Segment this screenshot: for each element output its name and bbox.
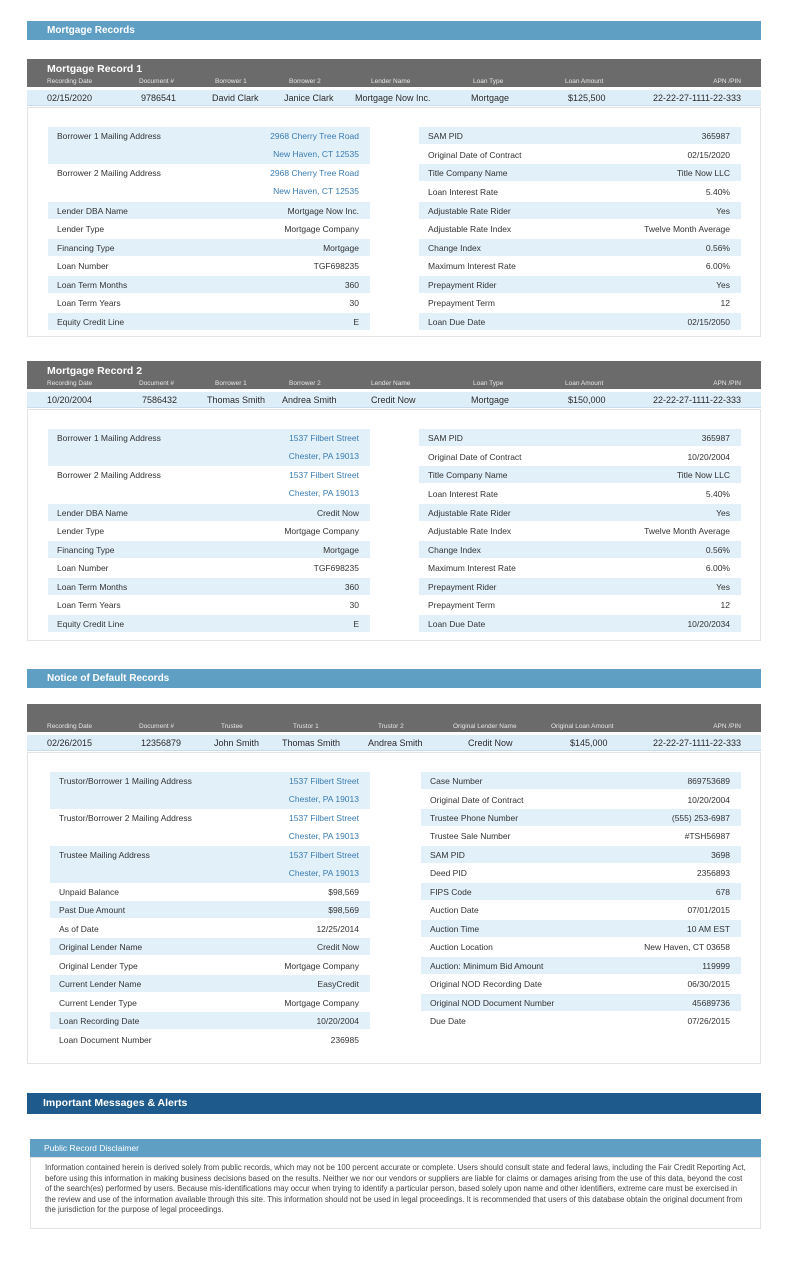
field-value: 236985 — [330, 1035, 359, 1045]
address-line-1: 1537 Filbert Street — [289, 776, 359, 786]
col-trustor-1: Trustor 1 — [293, 723, 319, 730]
field-label: Loan Document Number — [59, 1035, 152, 1045]
field-value: 5.40% — [705, 489, 730, 499]
field-value: Mortgage — [323, 243, 359, 253]
col-borrower-1: Borrower 1 — [215, 78, 247, 85]
field-label: Loan Due Date — [428, 317, 486, 327]
field-row — [50, 938, 370, 955]
field-value: 0.56% — [705, 545, 730, 555]
field-value: 5.40% — [705, 187, 730, 197]
field-label: Loan Interest Rate — [428, 187, 498, 197]
field-value: Credit Now — [316, 508, 359, 518]
field-value: 119999 — [702, 961, 730, 971]
col-loan-amount: Loan Amount — [565, 380, 604, 387]
field-label: Due Date — [430, 1016, 466, 1026]
disclaimer-text: Information contained herein is derived solely from public records, which may not be 100 percent accurate or complete. Users should consult state and federal laws, including the Fair Credit Reporting Act, before using this information in making business decisions based on the results. Neither we nor our vendors or suppliers are liable for claims or damages arising from the use of this data, beyond the cost of the search(es) performed by users. Because mis-identifications may occur when trying to identify a particular person, based solely upon name and other identifiers, extreme care must be exercised in the review and use of the information available through this site. This information should not be used in legal proceedings. It is recommended that users of this database obtain the original document from the jurisdiction for the purpose of legal proceedings. — [30, 1157, 761, 1229]
cell: 22-22-27-1111-22-333 — [652, 395, 741, 405]
field-row — [421, 901, 741, 918]
field-row — [48, 276, 370, 293]
cell: 22-22-27-1111-22-333 — [652, 738, 741, 748]
cell: Thomas Smith — [207, 395, 266, 405]
field-label: FIPS Code — [430, 887, 472, 897]
field-row — [419, 522, 741, 539]
field-row — [48, 257, 370, 274]
trustor-2-address — [50, 809, 370, 846]
field-row — [419, 485, 741, 502]
field-label: Prepayment Term — [428, 298, 495, 308]
field-row — [421, 827, 741, 844]
field-label: Loan Number — [57, 563, 109, 573]
field-value: $98,569 — [328, 905, 359, 915]
field-value: 10/20/2004 — [687, 795, 730, 805]
field-row — [50, 957, 370, 974]
field-row — [419, 559, 741, 576]
field-value: Twelve Month Average — [644, 224, 730, 234]
address-line-1: 1537 Filbert Street — [289, 850, 359, 860]
field-value: E — [353, 317, 359, 327]
cell: 7586432 — [142, 395, 178, 405]
field-label: Title Company Name — [428, 470, 508, 480]
field-value: #TSH56987 — [684, 831, 730, 841]
field-value: Yes — [716, 206, 730, 216]
cell: John Smith — [214, 738, 260, 748]
field-value: Yes — [716, 508, 730, 518]
field-label: SAM PID — [428, 433, 463, 443]
field-label: SAM PID — [428, 131, 463, 141]
field-label: As of Date — [59, 924, 99, 934]
field-row — [48, 596, 370, 613]
col-trustor-2: Trustor 2 — [378, 723, 404, 730]
field-value: 6.00% — [705, 563, 730, 573]
col-recording-date: Recording Date — [47, 380, 93, 387]
nod-summary-row — [27, 735, 761, 751]
field-value: 360 — [344, 582, 359, 592]
col-apn: APN /PIN — [713, 380, 741, 387]
field-label: Original Lender Type — [59, 961, 138, 971]
column-headers — [27, 723, 761, 732]
col-recording-date: Recording Date — [47, 78, 93, 85]
field-row — [419, 294, 741, 311]
disclaimer-title: Public Record Disclaimer — [30, 1139, 761, 1157]
field-row — [421, 772, 741, 789]
field-row — [50, 994, 370, 1011]
field-row — [48, 313, 370, 330]
address-line-1: 2968 Cherry Tree Road — [270, 131, 359, 141]
field-label: Current Lender Name — [59, 979, 142, 989]
field-label: Equity Credit Line — [57, 619, 125, 629]
field-value: 869753689 — [687, 776, 730, 786]
cell: David Clark — [212, 93, 259, 103]
field-label: Adjustable Rate Index — [428, 224, 512, 234]
field-value: Credit Now — [316, 942, 359, 952]
field-label: Lender DBA Name — [57, 206, 128, 216]
field-row — [50, 901, 370, 918]
field-value: 12 — [720, 298, 730, 308]
col-document: Document # — [139, 723, 175, 730]
field-label: Loan Term Months — [57, 582, 128, 592]
field-label: Original Lender Name — [59, 942, 143, 952]
field-value: 02/15/2020 — [687, 150, 730, 160]
field-row — [419, 615, 741, 632]
field-label: Loan Interest Rate — [428, 489, 498, 499]
field-value: Yes — [716, 280, 730, 290]
col-loan-amount: Loan Amount — [565, 78, 604, 85]
col-loan-type: Loan Type — [473, 380, 504, 387]
field-value: Mortgage Company — [284, 224, 359, 234]
field-row — [419, 257, 741, 274]
field-value: 02/15/2050 — [687, 317, 730, 327]
field-value: Mortgage Company — [284, 961, 359, 971]
field-row — [419, 183, 741, 200]
field-row — [421, 957, 741, 974]
address-line-2: New Haven, CT 12535 — [273, 186, 359, 196]
cell: $125,500 — [568, 93, 606, 103]
address-line-1: 1537 Filbert Street — [289, 433, 359, 443]
field-row — [50, 1031, 370, 1048]
field-row — [419, 466, 741, 483]
field-label: Borrower 2 Mailing Address — [57, 168, 161, 178]
field-value: Mortgage Company — [284, 526, 359, 536]
col-borrower-2: Borrower 2 — [289, 380, 321, 387]
record-summary-row — [27, 392, 761, 408]
field-value: 365987 — [701, 433, 730, 443]
field-label: Loan Due Date — [428, 619, 486, 629]
field-label: Adjustable Rate Rider — [428, 508, 511, 518]
field-row — [419, 541, 741, 558]
field-value: 10 AM EST — [687, 924, 730, 934]
field-row — [419, 578, 741, 595]
col-loan-type: Loan Type — [473, 78, 504, 85]
field-label: Borrower 1 Mailing Address — [57, 131, 161, 141]
record-title: Mortgage Record 2 — [47, 365, 143, 377]
borrower-1-address — [48, 127, 370, 164]
field-row — [419, 202, 741, 219]
field-row — [50, 975, 370, 992]
record-title: Mortgage Record 1 — [47, 63, 143, 75]
field-label: Change Index — [428, 243, 481, 253]
field-label: Prepayment Term — [428, 600, 495, 610]
field-label: Original NOD Document Number — [430, 998, 555, 1008]
field-label: Maximum Interest Rate — [428, 563, 516, 573]
cell: 12356879 — [141, 738, 182, 748]
field-row — [48, 239, 370, 256]
cell: $145,000 — [570, 738, 608, 748]
record-detail-panel — [27, 107, 761, 337]
field-row — [48, 615, 370, 632]
field-row — [419, 313, 741, 330]
section-mortgage-records: Mortgage Records — [27, 21, 761, 40]
field-value: 6.00% — [705, 261, 730, 271]
field-row — [419, 504, 741, 521]
field-label: Trustor/Borrower 1 Mailing Address — [59, 776, 192, 786]
field-value: 10/20/2004 — [316, 1016, 359, 1026]
nod-detail-panel — [27, 752, 761, 1064]
col-lender-name: Lender Name — [371, 78, 411, 85]
field-label: Trustee Phone Number — [430, 813, 519, 823]
cell: Mortgage — [471, 93, 510, 103]
field-row — [419, 276, 741, 293]
trustee-address — [50, 846, 370, 883]
field-label: Past Due Amount — [59, 905, 126, 915]
field-value: TGF698235 — [313, 261, 359, 271]
address-line-2: Chester, PA 19013 — [288, 868, 359, 878]
cell: $150,000 — [568, 395, 606, 405]
field-value: 30 — [349, 298, 359, 308]
field-row — [421, 846, 741, 863]
field-row — [419, 596, 741, 613]
col-recording-date: Recording Date — [47, 723, 93, 730]
field-row — [421, 1012, 741, 1029]
borrower-1-address — [48, 429, 370, 466]
cell: Andrea Smith — [368, 738, 423, 748]
field-row — [421, 975, 741, 992]
record-detail-panel — [27, 409, 761, 641]
address-line-1: 2968 Cherry Tree Road — [270, 168, 359, 178]
field-label: Prepayment Rider — [428, 280, 497, 290]
field-row — [48, 220, 370, 237]
col-borrower-1: Borrower 1 — [215, 380, 247, 387]
field-row — [419, 239, 741, 256]
field-value: 365987 — [701, 131, 730, 141]
col-apn: APN /PIN — [713, 78, 741, 85]
field-value: (555) 253-6987 — [671, 813, 730, 823]
borrower-2-address — [48, 466, 370, 503]
field-value: Mortgage Now Inc. — [287, 206, 359, 216]
field-value: Twelve Month Average — [644, 526, 730, 536]
field-label: Deed PID — [430, 868, 467, 878]
col-original-lender: Original Lender Name — [453, 723, 517, 730]
field-value: Title Now LLC — [676, 470, 730, 480]
cell: 22-22-27-1111-22-333 — [652, 93, 741, 103]
nod-header — [27, 704, 761, 732]
field-row — [421, 883, 741, 900]
field-label: Trustee Mailing Address — [59, 850, 150, 860]
column-headers — [27, 380, 761, 389]
field-value: Mortgage — [323, 545, 359, 555]
field-value: $98,569 — [328, 887, 359, 897]
field-label: Loan Term Months — [57, 280, 128, 290]
col-document: Document # — [139, 78, 175, 85]
record-summary-row — [27, 90, 761, 106]
field-value: New Haven, CT 03658 — [644, 942, 730, 952]
field-value: 12/25/2014 — [316, 924, 359, 934]
cell: 02/26/2015 — [47, 738, 93, 748]
field-label: Equity Credit Line — [57, 317, 125, 327]
field-label: Financing Type — [57, 243, 115, 253]
address-line-2: Chester, PA 19013 — [288, 488, 359, 498]
field-label: SAM PID — [430, 850, 465, 860]
field-row — [421, 809, 741, 826]
field-label: Unpaid Balance — [59, 887, 120, 897]
field-label: Loan Recording Date — [59, 1016, 140, 1026]
address-line-2: Chester, PA 19013 — [288, 794, 359, 804]
field-row — [50, 883, 370, 900]
trustor-1-address — [50, 772, 370, 809]
address-line-2: Chester, PA 19013 — [288, 831, 359, 841]
field-label: Auction Date — [430, 905, 479, 915]
address-line-1: 1537 Filbert Street — [289, 470, 359, 480]
field-label: Auction: Minimum Bid Amount — [430, 961, 544, 971]
field-row — [419, 146, 741, 163]
field-value: 30 — [349, 600, 359, 610]
field-value: 0.56% — [705, 243, 730, 253]
cell: Credit Now — [468, 738, 513, 748]
field-label: Case Number — [430, 776, 483, 786]
field-value: 678 — [715, 887, 730, 897]
field-value: 10/20/2004 — [687, 452, 730, 462]
field-label: Loan Term Years — [57, 298, 121, 308]
field-value: 45689736 — [692, 998, 730, 1008]
column-headers — [27, 78, 761, 87]
field-row — [48, 541, 370, 558]
address-line-2: Chester, PA 19013 — [288, 451, 359, 461]
field-row — [48, 559, 370, 576]
col-trustee: Trustee — [221, 723, 243, 730]
field-label: Lender DBA Name — [57, 508, 128, 518]
cell: 9786541 — [141, 93, 177, 103]
borrower-2-address — [48, 164, 370, 201]
field-label: Auction Time — [430, 924, 480, 934]
address-line-1: 1537 Filbert Street — [289, 813, 359, 823]
cell: 02/15/2020 — [47, 93, 93, 103]
col-document: Document # — [139, 380, 175, 387]
record-header — [27, 59, 761, 87]
field-row — [48, 522, 370, 539]
section-alerts: Important Messages & Alerts — [27, 1093, 761, 1114]
section-nod-records: Notice of Default Records — [27, 669, 761, 688]
field-label: Lender Type — [57, 526, 105, 536]
field-label: Original Date of Contract — [428, 150, 522, 160]
field-value: Mortgage Company — [284, 998, 359, 1008]
field-label: Loan Term Years — [57, 600, 121, 610]
cell: 10/20/2004 — [47, 395, 93, 405]
field-label: Original Date of Contract — [428, 452, 522, 462]
cell: Mortgage — [471, 395, 510, 405]
col-original-amount: Original Loan Amount — [551, 723, 614, 730]
field-row — [419, 127, 741, 144]
field-value: 06/30/2015 — [687, 979, 730, 989]
field-value: 07/26/2015 — [687, 1016, 730, 1026]
field-label: Trustee Sale Number — [430, 831, 511, 841]
field-label: Adjustable Rate Index — [428, 526, 512, 536]
field-value: Yes — [716, 582, 730, 592]
col-apn: APN /PIN — [713, 723, 741, 730]
field-label: Current Lender Type — [59, 998, 137, 1008]
field-value: 07/01/2015 — [687, 905, 730, 915]
cell: Credit Now — [371, 395, 416, 405]
field-label: Trustor/Borrower 2 Mailing Address — [59, 813, 192, 823]
field-row — [421, 920, 741, 937]
field-value: 10/20/2034 — [687, 619, 730, 629]
field-row — [419, 448, 741, 465]
field-label: Original NOD Recording Date — [430, 979, 542, 989]
address-line-2: New Haven, CT 12535 — [273, 149, 359, 159]
field-row — [48, 504, 370, 521]
record-title — [27, 704, 761, 723]
cell: Mortgage Now Inc. — [355, 93, 431, 103]
field-row — [421, 791, 741, 808]
cell: Thomas Smith — [282, 738, 341, 748]
field-value: 2356893 — [696, 868, 730, 878]
field-value: 3698 — [711, 850, 730, 860]
field-label: Prepayment Rider — [428, 582, 497, 592]
field-value: TGF698235 — [313, 563, 359, 573]
field-label: Borrower 1 Mailing Address — [57, 433, 161, 443]
field-row — [50, 920, 370, 937]
field-value: E — [353, 619, 359, 629]
field-row — [48, 294, 370, 311]
field-label: Original Date of Contract — [430, 795, 524, 805]
field-label: Loan Number — [57, 261, 109, 271]
cell: Janice Clark — [284, 93, 334, 103]
field-row — [48, 578, 370, 595]
field-value: 12 — [720, 600, 730, 610]
field-row — [421, 994, 741, 1011]
field-label: Financing Type — [57, 545, 115, 555]
field-value: 360 — [344, 280, 359, 290]
field-row — [50, 1012, 370, 1029]
col-borrower-2: Borrower 2 — [289, 78, 321, 85]
field-label: Change Index — [428, 545, 481, 555]
record-header — [27, 361, 761, 389]
field-row — [419, 220, 741, 237]
field-label: Adjustable Rate Rider — [428, 206, 511, 216]
field-label: Borrower 2 Mailing Address — [57, 470, 161, 480]
field-label: Title Company Name — [428, 168, 508, 178]
field-label: Auction Location — [430, 942, 493, 952]
field-label: Lender Type — [57, 224, 105, 234]
field-label: Maximum Interest Rate — [428, 261, 516, 271]
field-value: EasyCredit — [317, 979, 359, 989]
field-row — [419, 164, 741, 181]
field-row — [48, 202, 370, 219]
field-row — [419, 429, 741, 446]
col-lender-name: Lender Name — [371, 380, 411, 387]
field-value: Title Now LLC — [676, 168, 730, 178]
field-row — [421, 938, 741, 955]
cell: Andrea Smith — [282, 395, 337, 405]
field-row — [421, 864, 741, 881]
